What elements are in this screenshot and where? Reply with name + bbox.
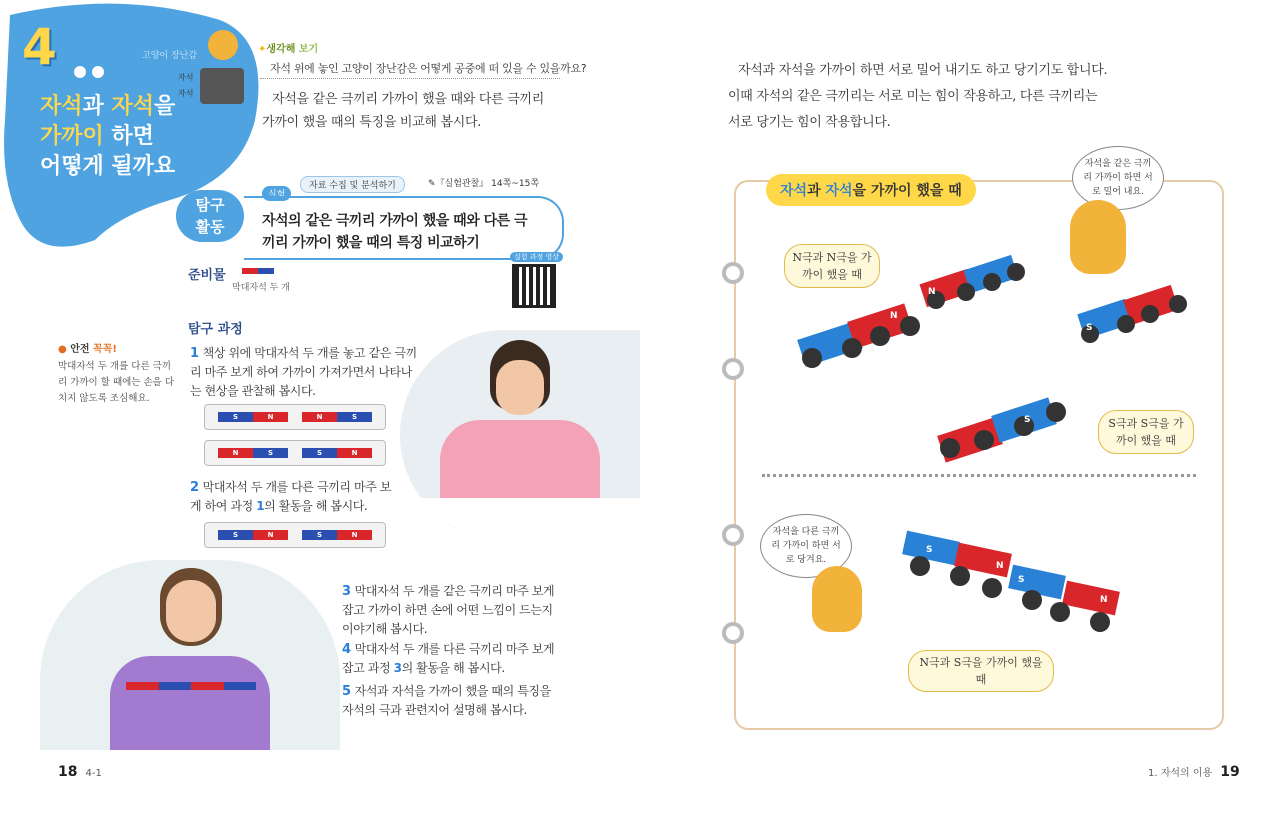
cart-nn-left: [797, 303, 920, 368]
cat-toy-icon: [208, 30, 238, 60]
think-tag: ✦생각해 보기: [258, 44, 319, 55]
callout-ss: S극과 S극을 가까이 했을 때: [1098, 410, 1194, 454]
footer-left: [58, 764, 102, 780]
callout-nn: N극과 N극을 가까이 했을 때: [784, 244, 880, 288]
right-paragraph: 자석과 자석을 가까이 하면 서로 밀어 내기도 하고 당기기도 합니다. 이때 자석의 같은 극끼리는 서로 미는 힘이 작용하고, 다른 극끼리는 서로 당기는 힘이 작용합니다.: [728, 63, 1108, 130]
materials-item: 막대자석 두 개: [232, 283, 290, 293]
step-3: 3 막대자석 두 개를 같은 극끼리 마주 보게 잡고 가까이 하면 손에 어떤 느낌이 드는지 이야기해 봅시다.: [342, 584, 555, 636]
page-label-left: 4-1: [85, 768, 102, 779]
tag-skill: 자료 수집 및 분석하기: [300, 176, 405, 193]
illust-label-magnet-top: 자석: [178, 73, 194, 82]
notebook-ring: [722, 622, 744, 644]
cart-ss-bottom: [937, 397, 1066, 462]
safety-note: ● 안전 꼭꼭! 막대자석 두 개를 다른 극끼리 가까이 할 때에는 손을 다치지 않도록 조심해요.: [58, 344, 175, 404]
pole-label: S: [926, 545, 933, 555]
siren-icon: ●: [58, 344, 67, 355]
callout-ns: N극과 S극을 가까이 했을 때: [908, 650, 1054, 692]
notebook-ring: [722, 524, 744, 546]
speech-bubble-top: 자석을 같은 극끼리 가까이 하면 서로 밀어 내요.: [1072, 146, 1164, 210]
pole-label: N: [996, 561, 1004, 571]
qr-code[interactable]: [512, 264, 556, 308]
dotted-divider: [762, 474, 1196, 477]
step-2: 2 막대자석 두 개를 다른 극끼리 마주 보게 하여 과정 1의 활동을 해 봅시다.: [190, 480, 392, 513]
step-4: 4 막대자석 두 개를 다른 극끼리 마주 보게 잡고 과정 3의 활동을 해 봅시다.: [342, 642, 555, 675]
tag-experiment: 실험: [262, 186, 291, 201]
notebook-ring: [722, 262, 744, 284]
magnet-row-2: N S S N: [204, 440, 386, 466]
think-question: 자석 위에 놓인 고양이 장난감은 어떻게 공중에 떠 있을 수 있을까요?: [270, 62, 587, 75]
illust-label-magnet-bottom: 자석: [178, 89, 194, 98]
step-1: 1 책상 위에 막대자석 두 개를 놓고 같은 극끼리 마주 보게 하여 가까이 가져가면서 나타나는 현상을 관찰해 봅시다.: [190, 346, 417, 398]
magnet-row-3: S N S N: [204, 522, 386, 548]
photo-girl: [40, 560, 340, 750]
unit-title: 자석과 자석을 가까이 하면 어떻게 될까요: [40, 94, 176, 179]
notebook-ring: [722, 358, 744, 380]
footer-right: [1148, 764, 1240, 780]
intro-text: 자석을 같은 극끼리 가까이 했을 때와 다른 극끼리 가까이 했을 때의 특징을 비교해 봅시다.: [262, 92, 544, 130]
cart-ss-top: [1077, 285, 1187, 343]
cat-character-icon: [812, 566, 862, 632]
materials-label: 준비물: [188, 268, 226, 283]
step-5: 5 자석과 자석을 가까이 했을 때의 특징을 자석의 극과 관련지어 설명해 봅시다.: [342, 684, 551, 717]
ref-book: ✎『실험관찰』 14쪽~15쪽: [428, 179, 540, 189]
pole-label: S: [1086, 323, 1093, 333]
activity-badge: 탐구 활동: [176, 190, 244, 242]
qr-label: 실험 과정 영상: [510, 252, 563, 262]
materials-magnet-icon: [242, 268, 274, 274]
pole-label: N: [1100, 595, 1108, 605]
pole-label: N: [890, 311, 898, 321]
divider: [260, 78, 560, 79]
speech-bubble-bottom: 자석을 다른 극끼리 가까이 하면 서로 당겨요.: [760, 514, 852, 578]
activity-title: 자석의 같은 극끼리 가까이 했을 때와 다른 극끼리 가까이 했을 때의 특징 비교하기: [262, 213, 528, 251]
magnet-stand-icon: [200, 68, 244, 104]
lightbulb-icon: ✦: [258, 44, 267, 55]
carts-opposite-poles: [900, 530, 1190, 660]
pencil-icon: ✎: [428, 179, 436, 189]
illust-caption: 고양이 장난감: [142, 51, 198, 61]
pole-label: N: [928, 287, 936, 297]
photo-boy: [400, 330, 640, 540]
chapter-label: 1. 자석의 이용: [1148, 768, 1213, 779]
page-number-right: 19: [1220, 764, 1240, 780]
notebook-title: 자석과 자석을 가까이 했을 때: [766, 174, 976, 206]
magnet-row-1: S N N S: [204, 404, 386, 430]
unit-number: 4: [22, 18, 57, 76]
pole-label: S: [1024, 415, 1031, 425]
page-number-left: 18: [58, 764, 78, 780]
process-heading: 탐구 과정: [188, 322, 243, 337]
cart-nn-right: [920, 255, 1025, 309]
pole-label: S: [1018, 575, 1025, 585]
